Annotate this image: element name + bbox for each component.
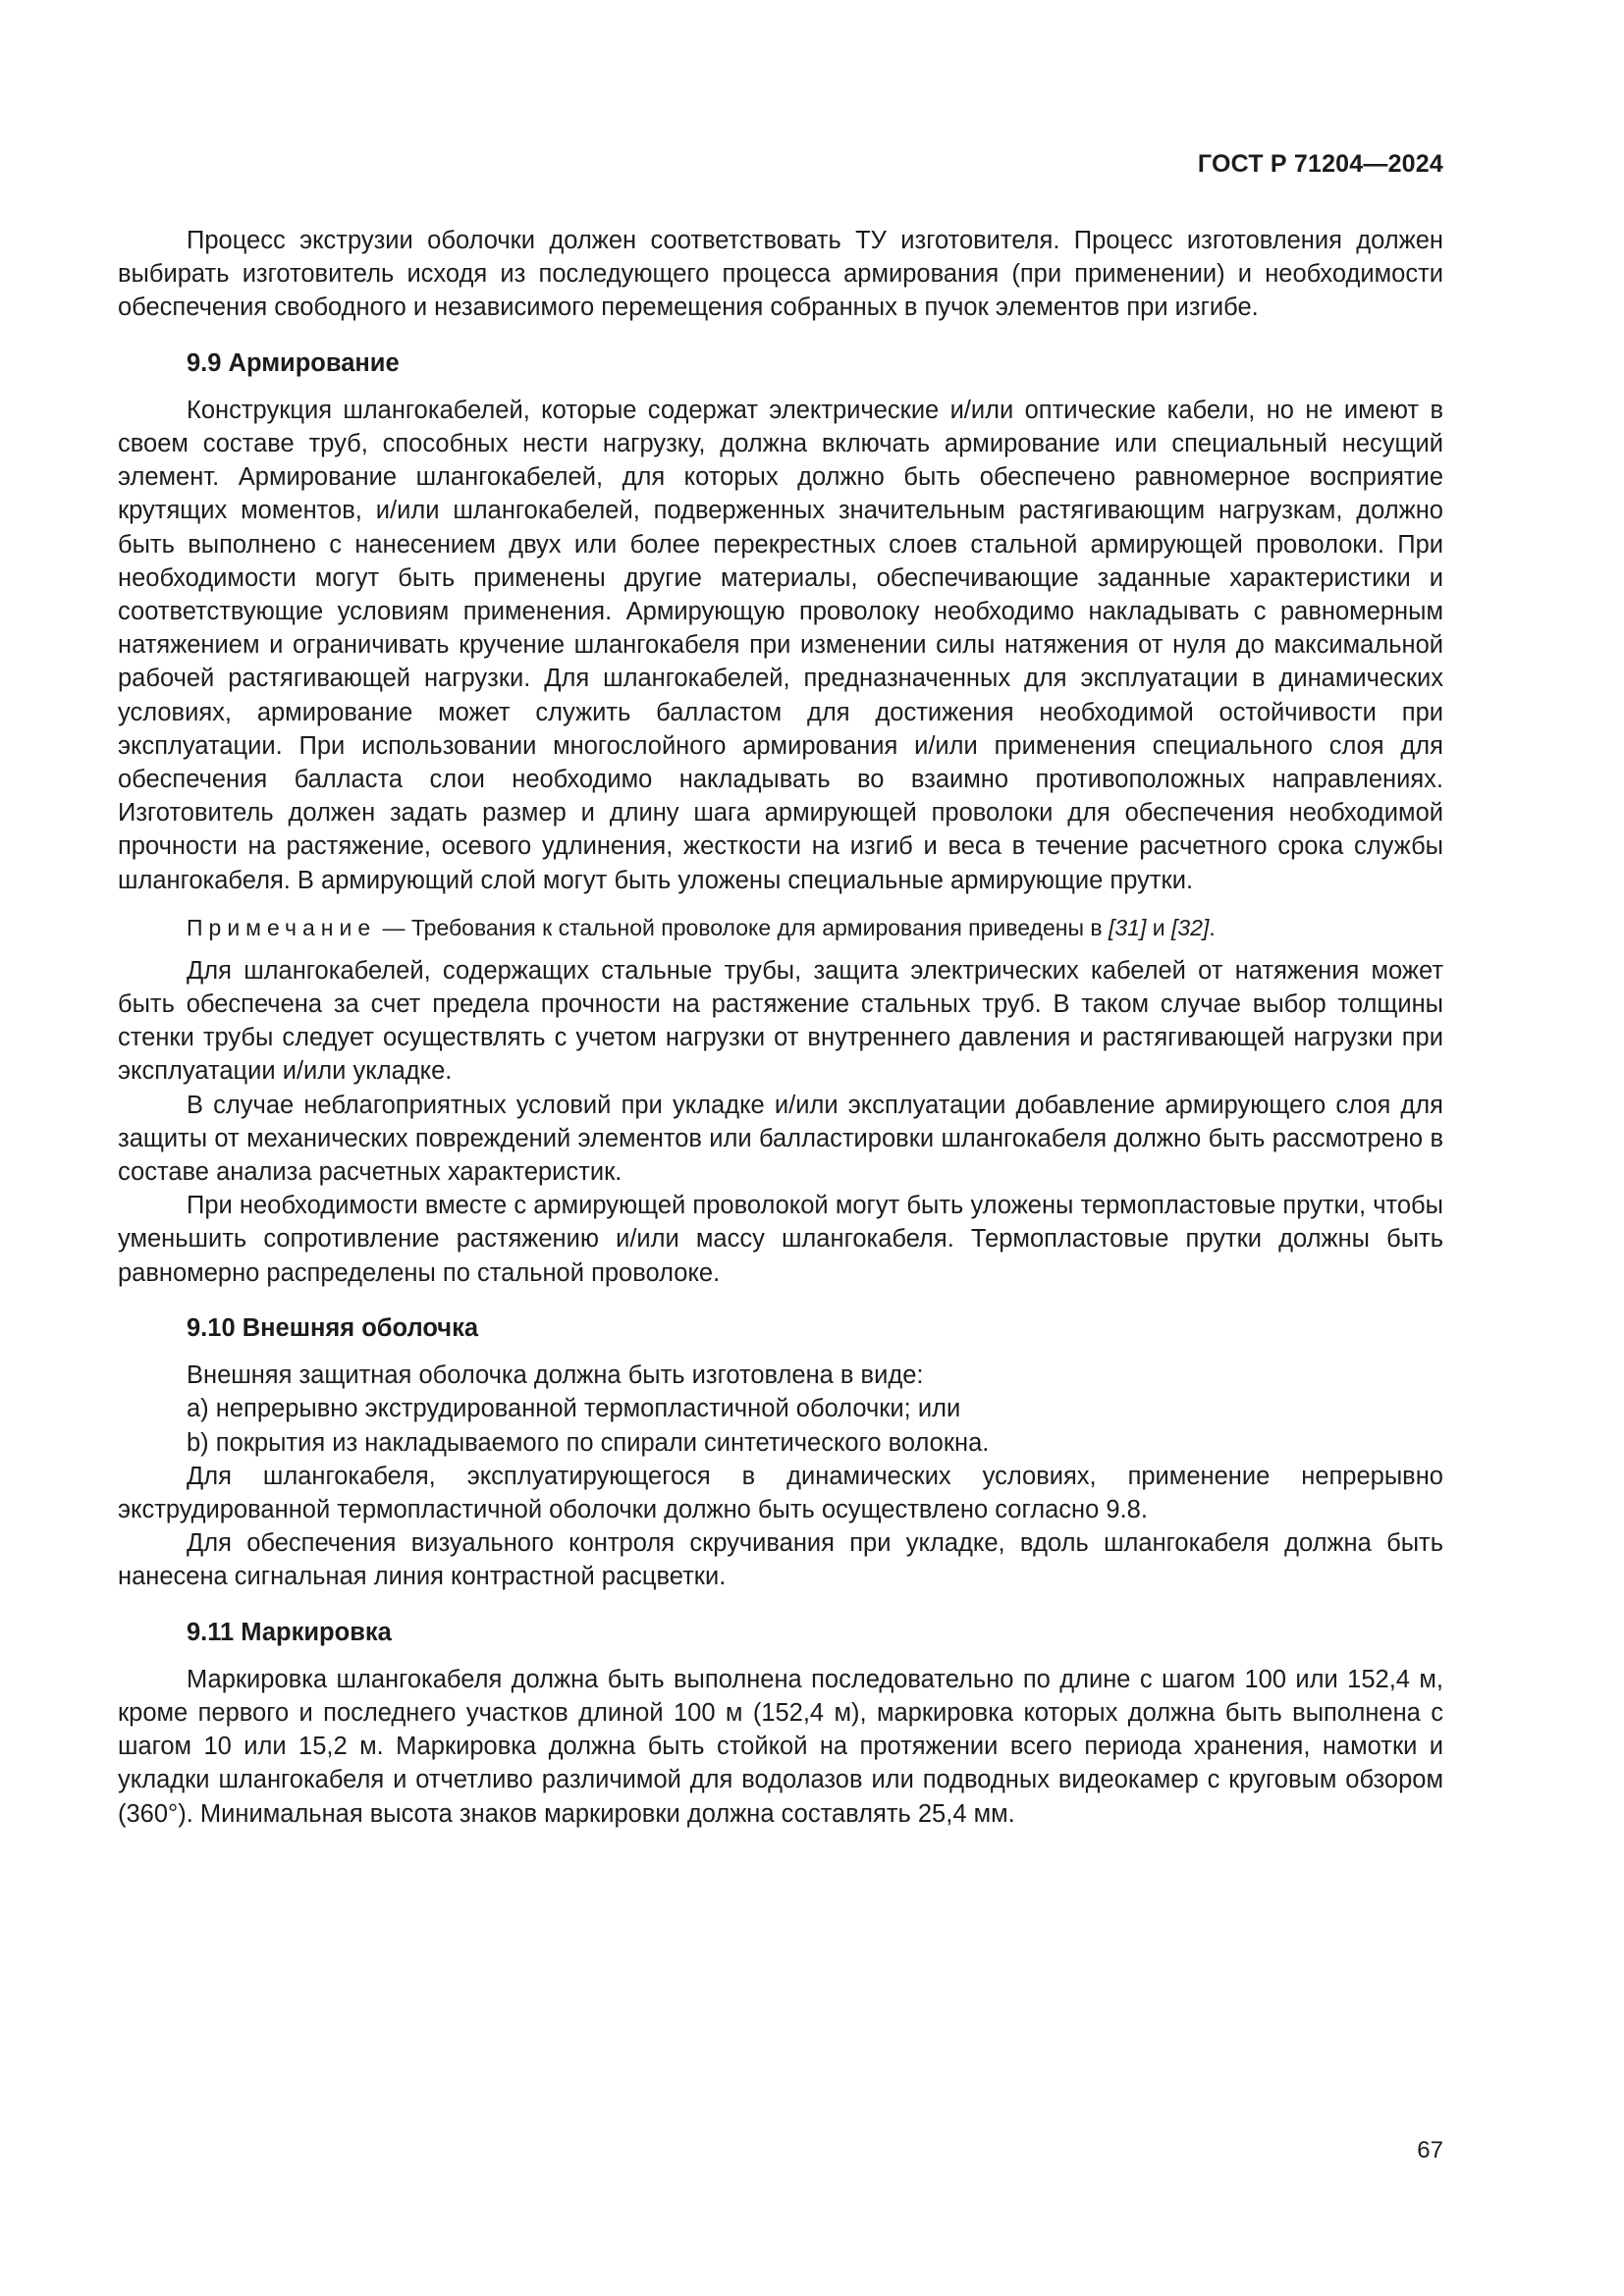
note-reference-31: [31] [1108, 914, 1147, 940]
section-heading-9-10: 9.10 Внешняя оболочка [187, 1313, 479, 1342]
list-item-a: a) непрерывно экструдированной термопластичной оболочки; или [187, 1395, 961, 1423]
section-9-11-paragraph-1: Маркировка шлангокабеля должна быть выполнена последовательно по длине с шагом 100 или 152,4 м, кроме первого и последнего участков длиной 100 м (152,4 м), маркировка которых должна быть выполнена с шагом 10 или 15,2 м. Маркировка должна быть стойкой на протяжении всего периода хранения, намотки и укладки шлангокабеля и отчетливо различимой для водолазов или подводных видеокамер с круговым обзором (360°). Минимальная высота знаков маркировки должна составлять 25,4 мм. [118, 1665, 1443, 1828]
note-end: . [1209, 914, 1216, 940]
document-code-header: ГОСТ Р 71204—2024 [1197, 150, 1443, 178]
section-9-9-paragraph-1: Конструкция шлангокабелей, которые содержат электрические и/или оптические кабели, но не имеют в своем составе труб, способных нести нагрузку, должна включать армирование или специальный несущий элемент. Армирование шлангокабелей, для которых должно быть обеспечено равномерное восприятие крутящих моментов, и/или шлангокабелей, подверженных значительным растягивающим нагрузкам, должно быть выполнено с нанесением двух или более перекрестных слоев стальной армирующей проволоки. При необходимости могут быть применены другие материалы, обеспечивающие заданные характеристики и соответствующие условиям применения. Армирующую проволоку необходимо накладывать с равномерным натяжением и ограничивать кручение шлангокабеля при изменении силы натяжения от нуля до максимальной рабочей растягивающей нагрузки. Для шлангокабелей, предназначенных для эксплуатации в динамических условиях, армирование может служить балластом для достижения необходимой остойчивости при эксплуатации. При использовании многослойного армирования и/или применения специального слоя для обеспечения балласта слои необходимо накладывать во взаимно противоположных направлениях. Изготовитель должен задать размер и длину шага армирующей проволоки для обеспечения необходимой прочности на растяжение, осевого удлинения, жесткости на изгиб и веса в течение расчетного срока службы шлангокабеля. В армирующий слой могут быть уложены специальные армирующие прутки. [118, 396, 1443, 894]
note-dash: — [376, 914, 411, 940]
section-9-10-intro: Внешняя защитная оболочка должна быть изготовлена в виде: [187, 1362, 924, 1390]
list-item-b: b) покрытия из накладываемого по спирали синтетического волокна. [187, 1428, 990, 1457]
section-9-10-paragraph-1: Для шлангокабеля, эксплуатирующегося в динамических условиях, применение непрерывно экструдированной термопластичной оболочки должно быть осуществлено согласно 9.8. [118, 1462, 1443, 1523]
intro-paragraph: Процесс экструзии оболочки должен соответствовать ТУ изготовителя. Процесс изготовления должен выбирать изготовитель исходя из последующего процесса армирования (при применении) и необходимости обеспечения свободного и независимого перемещения собранных в пучок элементов при изгибе. [118, 227, 1443, 322]
note-and: и [1146, 914, 1171, 940]
note-reference-32: [32] [1170, 914, 1210, 940]
page-body [118, 224, 1443, 1831]
section-heading-9-9: 9.9 Армирование [187, 348, 400, 377]
section-9-9-paragraph-2: Для шлангокабелей, содержащих стальные трубы, защита электрических кабелей от натяжения может быть обеспечена за счет предела прочности на растяжение стальных труб. В таком случае выбор толщины стенки трубы следует осуществлять с учетом нагрузки от внутреннего давления и растягивающей нагрузки при эксплуатации и/или укладке. [118, 956, 1443, 1086]
section-9-9-paragraph-3: В случае неблагоприятных условий при укладке и/или эксплуатации добавление армирующего слоя для защиты от механических повреждений элементов или балластировки шлангокабеля должно быть рассмотрено в составе анализа расчетных характеристик. [118, 1091, 1443, 1187]
note [118, 911, 1443, 944]
note-text: Требования к стальной проволоке для армирования приведены в [410, 914, 1109, 940]
section-heading-9-11: 9.11 Маркировка [187, 1618, 392, 1646]
section-9-9-paragraph-4: При необходимости вместе с армирующей проволокой могут быть уложены термопластовые прутки, чтобы уменьшить сопротивление растяжению и/или массу шлангокабеля. Термопластовые прутки должны быть равномерно распределены по стальной проволоке. [118, 1192, 1443, 1287]
page-number: 67 [1417, 2137, 1443, 2163]
section-9-10-paragraph-2: Для обеспечения визуального контроля скручивания при укладке, вдоль шлангокабеля должна быть нанесена сигнальная линия контрастной расцветки. [118, 1529, 1443, 1591]
note-label: Примечание [187, 914, 377, 940]
